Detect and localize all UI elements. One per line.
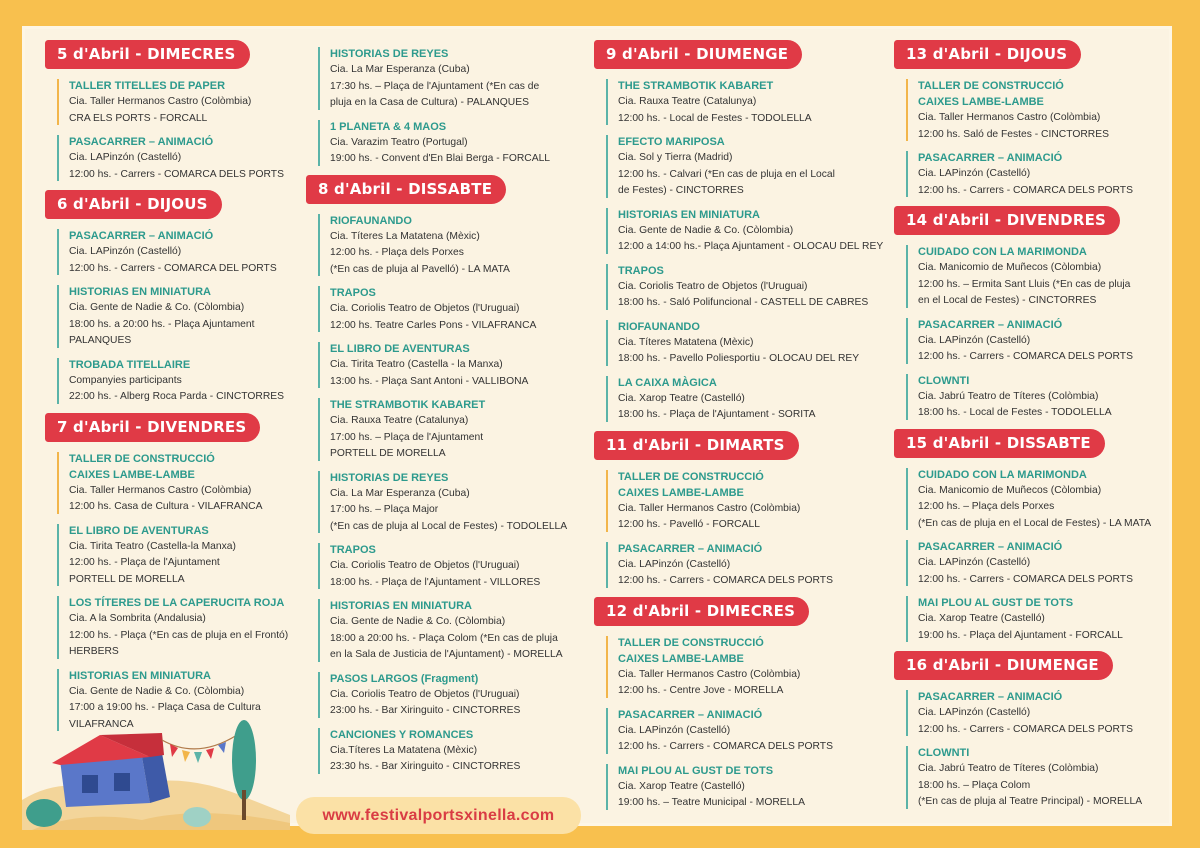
event-detail: Cia. Taller Hermanos Castro (Colòmbia) xyxy=(618,668,801,680)
event-title: EFECTO MARIPOSA xyxy=(618,136,725,148)
day-header: 5 d'Abril - DIMECRES xyxy=(45,40,250,69)
event-detail: 12:00 hs. - Plaça (*En cas de pluja en el Frontó) xyxy=(69,629,289,641)
event-detail: Cia. Tirita Teatro (Castella - la Manxa) xyxy=(330,359,503,370)
event-detail: Cia. Xarop Teatre (Castelló) xyxy=(618,392,745,404)
event-detail: Cia. Varazim Teatro (Portugal) xyxy=(330,136,468,148)
event-title: LA CAIXA MÀGICA xyxy=(618,376,717,389)
event-detail: 12:00 hs. Saló de Festes - CINCTORRES xyxy=(918,128,1109,140)
event-detail: Cia. Taller Hermanos Castro (Colòmbia) xyxy=(69,96,252,107)
event-detail: Cia. LAPinzón (Castelló) xyxy=(69,152,182,163)
event-detail: Cia. Coriolis Teatro de Objetos (l'Uruguai) xyxy=(330,560,520,571)
event-entry xyxy=(318,727,593,776)
event-detail: Cia. La Mar Esperanza (Cuba) xyxy=(330,487,470,499)
event-title: EL LIBRO DE AVENTURAS xyxy=(69,524,209,537)
event-entry xyxy=(606,319,881,368)
event-detail: 12:00 hs. - Carrers - COMARCA DELS PORTS xyxy=(918,184,1133,196)
event-detail: 12:00 hs. - Plaça de l'Ajuntament xyxy=(69,557,220,568)
day-header: 8 d'Abril - DISSABTE xyxy=(306,175,506,204)
event-detail: Cia. Manicomio de Muñecos (Còlombia) xyxy=(918,484,1102,496)
event-title: CLOWNTI xyxy=(918,747,970,759)
event-title: TRAPOS xyxy=(618,264,664,277)
event-detail: Cia. A la Sombrita (Andalusia) xyxy=(69,613,206,624)
event-title: CAIXES LAMBE-LAMBE xyxy=(69,468,195,481)
event-title: RIOFAUNANDO xyxy=(618,320,700,333)
event-entry xyxy=(906,595,1181,644)
event-detail: 12:00 hs. - Carrers - COMARCA DELS PORTS xyxy=(918,723,1133,735)
event-entry xyxy=(318,46,593,112)
event-title: TROBADA TITELLAIRE xyxy=(69,358,191,371)
day-header: 12 d'Abril - DIMECRES xyxy=(594,597,809,626)
event-title: PASACARRER – ANIMACIÓ xyxy=(918,541,1063,553)
day-header: 13 d'Abril - DIJOUS xyxy=(894,40,1081,69)
event-detail: pluja en la Casa de Cultura) - PALANQUES xyxy=(330,97,529,108)
event-title: TALLER DE CONSTRUCCIÓ xyxy=(618,636,764,649)
event-entry xyxy=(318,213,593,279)
event-detail: 12:00 hs. - Local de Festes - TODOLELLA xyxy=(618,112,812,124)
event-detail: Cia. Jabrú Teatro de Títeres (Colòmbia) xyxy=(918,763,1099,774)
event-entry xyxy=(57,595,332,661)
event-detail: Cia. Gente de Nadie & Co. (Còlombia) xyxy=(618,224,794,236)
event-detail: 13:00 hs. - Plaça Sant Antoni - VALLIBONA xyxy=(330,375,529,387)
event-entry xyxy=(57,284,332,350)
event-title: EL LIBRO DE AVENTURAS xyxy=(330,343,470,355)
event-detail: en el Local de Festes) - CINCTORRES xyxy=(918,295,1097,306)
column-3 xyxy=(606,40,884,819)
event-detail: Cia. Títeres La Matatena (Mèxic) xyxy=(330,230,480,242)
day-header: 15 d'Abril - DISSABTE xyxy=(894,429,1105,458)
event-detail: 17:00 hs. – Plaça Major xyxy=(330,504,439,515)
event-detail: 23:00 hs. - Bar Xiringuito - CINCTORRES xyxy=(330,705,521,716)
event-detail: Cia. Coriolis Teatro de Objetos (l'Uruguai) xyxy=(330,688,520,700)
event-entry xyxy=(57,357,332,406)
event-entry xyxy=(318,542,593,591)
event-entry xyxy=(906,689,1181,738)
event-title: MAI PLOU AL GUST DE TOTS xyxy=(918,597,1074,609)
event-entry xyxy=(906,150,1181,199)
event-detail: Cia. LAPinzón (Castelló) xyxy=(69,246,182,257)
event-detail: HERBERS xyxy=(69,646,119,657)
event-detail: 12:00 hs. - Carrers - COMARCA DELS PORTS xyxy=(618,741,833,752)
event-title: HISTORIAS DE REYES xyxy=(330,48,449,60)
event-detail: Cia. Taller Hermanos Castro (Colòmbia) xyxy=(618,502,801,514)
event-entry xyxy=(906,317,1181,366)
event-title: PASACARRER – ANIMACIÓ xyxy=(618,708,763,721)
event-title: TRAPOS xyxy=(330,287,376,299)
column-4 xyxy=(906,40,1181,818)
event-detail: 18:00 hs. - Plaça de l'Ajuntament - SORITA xyxy=(618,409,816,420)
event-entry xyxy=(318,470,593,536)
event-title: PASACARRER – ANIMACIÓ xyxy=(918,691,1063,703)
event-detail: Cia. Manicomio de Muñecos (Còlombia) xyxy=(918,262,1102,273)
event-detail: Cia. Rauxa Teatre (Catalunya) xyxy=(330,415,469,426)
event-detail: VILAFRANCA xyxy=(69,718,134,730)
event-detail: Cia. LAPinzón (Castelló) xyxy=(918,557,1031,568)
event-detail: 12:00 hs. - Carrers - COMARCA DELS PORTS xyxy=(618,575,833,586)
event-detail: (*En cas de pluja al Local de Festes) - TODOLELLA xyxy=(330,520,568,532)
event-detail: Cia. Xarop Teatre (Castelló) xyxy=(918,613,1045,624)
event-detail: Cia. Rauxa Teatre (Catalunya) xyxy=(618,96,757,107)
event-detail: 19:00 hs. – Teatre Municipal - MORELLA xyxy=(618,797,805,808)
event-detail: 19:00 hs. - Plaça del Ajuntament - FORCALL xyxy=(918,629,1123,641)
event-title: PASACARRER – ANIMACIÓ xyxy=(69,136,214,148)
event-detail: 18:00 hs. - Saló Polifuncional - CASTELL DE CABRES xyxy=(618,297,869,308)
event-detail: 12:00 hs. - Plaça dels Porxes xyxy=(330,247,464,258)
event-detail: Cia. Títeres Matatena (Mèxic) xyxy=(618,336,754,348)
event-title: HISTORIAS EN MINIATURA xyxy=(69,669,211,682)
event-detail: Cia. Coriolis Teatro de Objetos (l'Uruguai) xyxy=(618,280,808,292)
event-detail: 18:00 hs. - Local de Festes - TODOLELLA xyxy=(918,407,1112,418)
event-entry xyxy=(906,745,1181,811)
event-detail: 17:00 a 19:00 hs. - Plaça Casa de Cultura xyxy=(69,702,261,713)
day-header: 14 d'Abril - DIVENDRES xyxy=(894,206,1120,235)
event-detail: 12:00 hs. Teatre Carles Pons - VILAFRANCA xyxy=(330,319,537,331)
event-entry xyxy=(906,373,1181,422)
event-entry xyxy=(57,523,332,589)
festival-website-link[interactable]: www.festivalportsxinella.com xyxy=(296,797,581,834)
event-detail: Cia. Gente de Nadie & Co. (Còlombia) xyxy=(69,685,245,697)
event-entry xyxy=(318,671,593,720)
event-title: TALLER DE CONSTRUCCIÓ xyxy=(618,470,764,483)
event-detail: 17:30 hs. – Plaça de l'Ajuntament (*En cas de xyxy=(330,80,540,92)
event-entry xyxy=(606,707,881,756)
day-header: 7 d'Abril - DIVENDRES xyxy=(45,413,260,442)
event-entry xyxy=(906,78,1181,143)
event-title: CAIXES LAMBE-LAMBE xyxy=(918,96,1044,108)
event-entry xyxy=(318,119,593,168)
event-detail: PORTELL DE MORELLA xyxy=(330,448,446,459)
event-entry xyxy=(906,539,1181,588)
event-title: PASACARRER – ANIMACIÓ xyxy=(918,152,1063,164)
event-title: TRAPOS xyxy=(330,544,376,556)
event-detail: 19:00 hs. - Convent d'En Blai Berga - FORCALL xyxy=(330,153,551,164)
event-detail: Cia. LAPinzón (Castelló) xyxy=(918,707,1031,718)
event-detail: Cia. LAPinzón (Castelló) xyxy=(618,558,731,570)
event-detail: CRA ELS PORTS - FORCALL xyxy=(69,112,208,124)
event-title: TALLER DE CONSTRUCCIÓ xyxy=(918,80,1064,92)
event-title: HISTORIAS EN MINIATURA xyxy=(618,208,760,221)
event-title: RIOFAUNANDO xyxy=(330,214,412,227)
event-detail: Cia. Gente de Nadie & Co. (Còlombia) xyxy=(330,616,506,627)
event-detail: en la Sala de Justicia de l'Ajuntament) - MORELLA xyxy=(330,649,563,660)
event-title: 1 PLANETA & 4 MAOS xyxy=(330,120,447,133)
column-1 xyxy=(57,40,332,740)
event-detail: 18:00 hs. - Plaça de l'Ajuntament - VILLORES xyxy=(330,576,541,588)
event-detail: 12:00 hs. - Pavelló - FORCALL xyxy=(618,519,760,530)
event-detail: de Festes) - CINCTORRES xyxy=(618,185,744,196)
event-detail: 12:00 hs. – Plaça dels Porxes xyxy=(918,501,1055,512)
event-entry xyxy=(57,78,332,127)
event-detail: Companyies participants xyxy=(69,374,182,386)
day-header: 6 d'Abril - DIJOUS xyxy=(45,190,222,219)
event-detail: Cia. Sol y Tierra (Madrid) xyxy=(618,152,733,163)
event-entry xyxy=(606,375,881,424)
event-title: HISTORIAS DE REYES xyxy=(330,471,449,484)
event-entry xyxy=(57,451,332,516)
event-title: TALLER DE CONSTRUCCIÓ xyxy=(69,452,215,465)
event-detail: 12:00 hs. - Carrers - COMARCA DELS PORTS xyxy=(69,168,284,180)
column-2 xyxy=(318,46,593,783)
event-entry xyxy=(606,207,884,256)
event-detail: Cia. Gente de Nadie & Co. (Còlombia) xyxy=(69,302,245,313)
event-detail: 12:00 hs. - Centre Jove - MORELLA xyxy=(618,685,784,696)
event-title: THE STRAMBOTIK KABARET xyxy=(330,399,486,411)
event-title: CUIDADO CON LA MARIMONDA xyxy=(918,468,1087,481)
event-title: PASACARRER – ANIMACIÓ xyxy=(69,230,214,242)
event-detail: 18:00 hs. a 20:00 hs. - Plaça Ajuntament xyxy=(69,318,255,330)
event-detail: Cia. LAPinzón (Castelló) xyxy=(618,724,731,736)
event-detail: Cia. Jabrú Teatro de Títeres (Colòmbia) xyxy=(918,390,1099,402)
event-detail: (*En cas de pluja al Pavelló) - LA MATA xyxy=(330,263,510,275)
event-detail: 12:00 hs. - Carrers - COMARCA DELS PORTS xyxy=(918,573,1133,585)
event-title: PASOS LARGOS (Fragment) xyxy=(330,672,479,685)
event-detail: 18:00 hs. – Plaça Colom xyxy=(918,779,1031,791)
event-entry xyxy=(606,541,881,590)
event-title: CUIDADO CON LA MARIMONDA xyxy=(918,246,1087,258)
event-title: CAIXES LAMBE-LAMBE xyxy=(618,486,744,499)
event-detail: 12:00 hs. - Calvari (*En cas de pluja en el Local xyxy=(618,168,835,180)
house-with-bunting-illustration xyxy=(22,705,290,830)
event-entry xyxy=(606,635,881,700)
event-title: LOS TÍTERES DE LA CAPERUCITA ROJA xyxy=(69,597,285,609)
event-title: PASACARRER – ANIMACIÓ xyxy=(918,318,1063,331)
event-entry xyxy=(606,263,881,312)
event-entry xyxy=(318,341,593,390)
event-detail: Cia. Tirita Teatro (Castella-la Manxa) xyxy=(69,540,236,552)
event-detail: 23:30 hs. - Bar Xiringuito - CINCTORRES xyxy=(330,761,521,772)
day-header: 11 d'Abril - DIMARTS xyxy=(594,431,799,460)
event-title: THE STRAMBOTIK KABARET xyxy=(618,80,774,92)
event-detail: Cia. La Mar Esperanza (Cuba) xyxy=(330,64,470,75)
event-entry xyxy=(318,397,593,463)
event-entry xyxy=(318,285,593,334)
event-detail: 12:00 hs. Casa de Cultura - VILAFRANCA xyxy=(69,501,263,512)
event-detail: (*En cas de pluja en el Local de Festes) - LA MATA xyxy=(918,517,1152,529)
event-detail: Cia. Taller Hermanos Castro (Colòmbia) xyxy=(69,484,252,496)
event-title: PASACARRER – ANIMACIÓ xyxy=(618,542,763,555)
event-title: HISTORIAS EN MINIATURA xyxy=(330,600,472,612)
event-entry xyxy=(606,469,881,534)
event-detail: PORTELL DE MORELLA xyxy=(69,573,185,585)
event-detail: 12:00 hs. - Carrers - COMARCA DELS PORTS xyxy=(918,351,1133,362)
event-title: CLOWNTI xyxy=(918,374,970,387)
day-header: 9 d'Abril - DIUMENGE xyxy=(594,40,802,69)
event-entry xyxy=(906,467,1181,533)
event-detail: Cia.Títeres La Matatena (Mèxic) xyxy=(330,744,478,756)
event-detail: PALANQUES xyxy=(69,335,132,346)
event-entry xyxy=(57,134,332,183)
event-detail: Cia. Taller Hermanos Castro (Colòmbia) xyxy=(918,112,1101,123)
day-header: 16 d'Abril - DIUMENGE xyxy=(894,651,1113,680)
event-entry xyxy=(606,134,881,200)
event-entry xyxy=(906,244,1181,310)
event-entry xyxy=(606,763,881,812)
event-detail: 18:00 a 20:00 hs. - Plaça Colom (*En cas de pluja xyxy=(330,632,558,644)
event-entry xyxy=(318,598,593,664)
event-title: CANCIONES Y ROMANCES xyxy=(330,728,474,741)
event-detail: 18:00 hs. - Pavello Poliesportiu - OLOCAU DEL REY xyxy=(618,353,860,364)
event-title: HISTORIAS EN MINIATURA xyxy=(69,286,211,298)
event-detail: Cia. LAPinzón (Castelló) xyxy=(918,168,1031,179)
event-detail: 17:00 hs. – Plaça de l'Ajuntament xyxy=(330,431,484,443)
event-detail: (*En cas de pluja al Teatre Principal) - MORELLA xyxy=(918,796,1143,807)
event-detail: Cia. Coriolis Teatro de Objetos (l'Uruguai) xyxy=(330,303,520,314)
event-entry xyxy=(606,78,881,127)
event-detail: 22:00 hs. - Alberg Roca Parda - CINCTORRES xyxy=(69,391,284,402)
event-title: CAIXES LAMBE-LAMBE xyxy=(618,652,744,665)
event-title: MAI PLOU AL GUST DE TOTS xyxy=(618,764,774,777)
event-title: TALLER TITELLES DE PAPER xyxy=(69,80,226,92)
event-detail: 12:00 a 14:00 hs.- Plaça Ajuntament - OLOCAU DEL REY xyxy=(618,241,884,252)
event-detail: 12:00 hs. - Carrers - COMARCA DEL PORTS xyxy=(69,262,277,274)
event-detail: Cia. Xarop Teatre (Castelló) xyxy=(618,780,745,792)
event-detail: 12:00 hs. – Ermita Sant Lluis (*En cas de pluja xyxy=(918,278,1131,290)
event-entry xyxy=(57,228,332,277)
event-detail: Cia. LAPinzón (Castelló) xyxy=(918,334,1031,346)
